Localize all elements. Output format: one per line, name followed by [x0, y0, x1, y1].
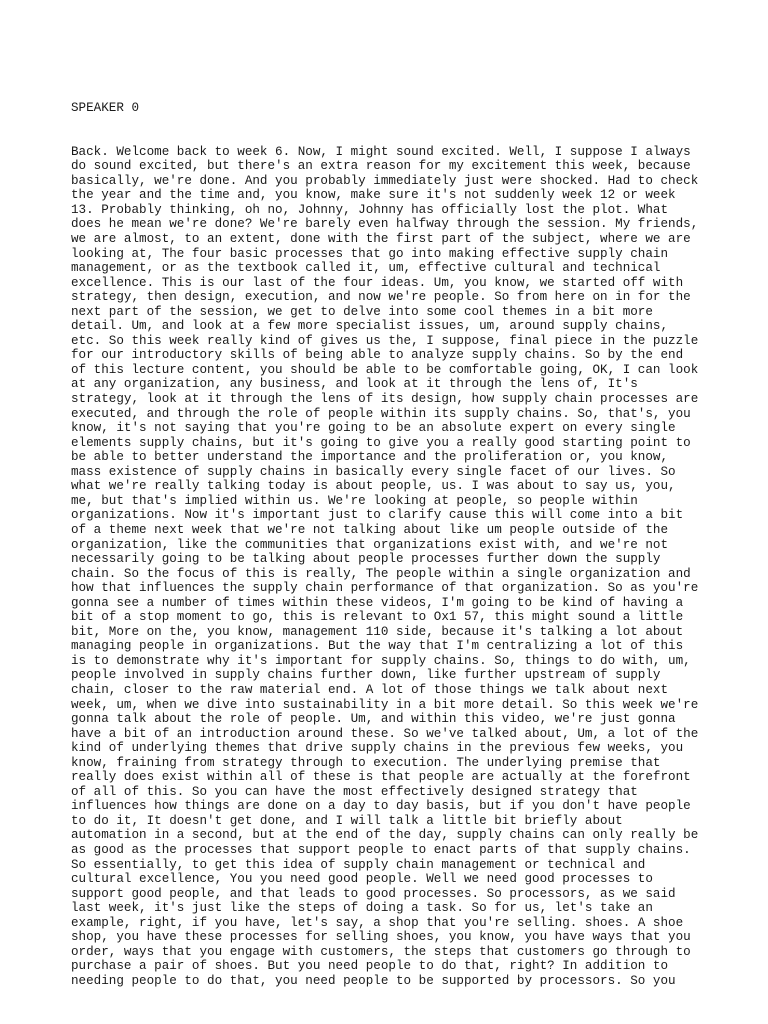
transcript-line: organization, like the communities that organizations exist with, and we're not: [71, 537, 669, 552]
transcript-line: at any organization, any business, and look at it through the lens of, It's: [71, 377, 638, 392]
transcript-line: necessarily going to be talking about people processes further down the supply: [71, 552, 661, 567]
transcript-line: last week, it's just like the steps of doing a task. So for us, let's take an: [71, 901, 653, 916]
transcript-line: 13. Probably thinking, oh no, Johnny, Johnny has officially lost the plot. What: [71, 202, 669, 217]
transcript-line: next part of the session, we get to delve into some cool themes in a bit more: [71, 304, 653, 319]
transcript-line: know, fraining from strategy through to execution. The underlying premise that: [71, 755, 661, 770]
transcript-line: basically, we're done. And you probably immediately just were shocked. Had to check: [71, 173, 699, 188]
transcript-line: gonna talk about the role of people. Um, and within this video, we're just gonna: [71, 712, 676, 727]
transcript-line: of all of this. So you can have the most effectively designed strategy that: [71, 784, 638, 799]
transcript-line: to do it, It doesn't get done, and I will talk a little bit briefly about: [71, 813, 623, 828]
transcript-line: people involved in supply chains further down, like further upstream of supply: [71, 668, 661, 683]
transcript-line: for our introductory skills of being able to analyze supply chains. So by the end: [71, 348, 684, 363]
transcript-line: influences how things are done on a day to day basis, but if you don't have people: [71, 799, 691, 814]
transcript-line: needing people to do that, you need people to be supported by processors. So you: [71, 973, 676, 988]
transcript-line: support good people, and that leads to good processes. So processors, as we said: [71, 886, 676, 901]
transcript-line: Back. Welcome back to week 6. Now, I might sound excited. Well, I suppose I always: [71, 144, 691, 159]
transcript-line: executed, and through the role of people within its supply chains. So, that's, you: [71, 406, 691, 421]
transcript-line: strategy, look at it through the lens of its design, how supply chain processes are: [71, 392, 699, 407]
transcript-line: know, it's not saying that you're going to be an absolute expert on every single: [71, 421, 676, 436]
transcript-line: be able to better understand the importance and the proliferation or, you know,: [71, 450, 669, 465]
transcript-line: as good as the processes that support people to enact parts of that supply chains.: [71, 842, 691, 857]
transcript-line: does he mean we're done? We're barely even halfway through the session. My friends,: [71, 217, 699, 232]
transcript-line: how that influences the supply chain performance of that organization. So as you're: [71, 581, 699, 596]
transcript-line: mass existence of supply chains in basically every single facet of our lives. So: [71, 464, 676, 479]
transcript-line: do sound excited, but there's an extra reason for my excitement this week, because: [71, 159, 691, 174]
transcript-line: managing people in organizations. But the way that I'm centralizing a lot of this: [71, 639, 684, 654]
transcript-line: detail. Um, and look at a few more specialist issues, um, around supply chains,: [71, 319, 669, 334]
transcript-line: we are almost, to an extent, done with the first part of the subject, where we are: [71, 232, 691, 247]
transcript-line: gonna see a number of times within these videos, I'm going to be kind of having a: [71, 595, 684, 610]
transcript-line: example, right, if you have, let's say, a shop that you're selling. shoes. A shoe: [71, 915, 684, 930]
speaker-label: SPEAKER 0: [71, 101, 140, 116]
transcript-line: really does exist within all of these is that people are actually at the forefront: [71, 770, 691, 785]
transcript-line: purchase a pair of shoes. But you need people to do that, right? In addition to: [71, 959, 669, 974]
transcript-line: of a theme next week that we're not talking about like um people outside of the: [71, 522, 669, 537]
transcript-line: excellence. This is our last of the four ideas. Um, you know, we started off with: [71, 275, 684, 290]
transcript-line: bit, More on the, you know, management 110 side, because it's talking a lot about: [71, 624, 684, 639]
transcript-line: kind of underlying themes that drive supply chains in the previous few weeks, you: [71, 741, 684, 756]
transcript-line: chain, closer to the raw material end. A lot of those things we talk about next: [71, 682, 669, 697]
transcript-line: automation in a second, but at the end of the day, supply chains can only really be: [71, 828, 699, 843]
transcript-line: is to demonstrate why it's important for supply chains. So, things to do with, um,: [71, 653, 691, 668]
transcript-line: shop, you have these processes for selling shoes, you know, you have ways that you: [71, 930, 691, 945]
transcript-line: of this lecture content, you should be able to be comfortable going, OK, I can look: [71, 362, 699, 377]
transcript-line: what we're really talking today is about people, us. I was about to say us, you,: [71, 479, 676, 494]
transcript-line: elements supply chains, but it's going to give you a really good starting point to: [71, 435, 691, 450]
transcript-line: etc. So this week really kind of gives us the, I suppose, final piece in the puzzle: [71, 333, 699, 348]
transcript-line: have a bit of an introduction around these. So we've talked about, Um, a lot of the: [71, 726, 699, 741]
transcript-line: strategy, then design, execution, and now we're people. So from here on in for the: [71, 290, 691, 305]
transcript-line: looking at, The four basic processes that go into making effective supply chain: [71, 246, 669, 261]
transcript-line: me, but that's implied within us. We're looking at people, so people within: [71, 493, 638, 508]
transcript-line: week, um, when we dive into sustainability in a bit more detail. So this week we're: [71, 697, 699, 712]
transcript-line: So essentially, to get this idea of supply chain management or technical and: [71, 857, 646, 872]
transcript-line: order, ways that you engage with customers, the steps that customers go through to: [71, 944, 691, 959]
transcript-line: cultural excellence, You you need good people. Well we need good processes to: [71, 872, 653, 887]
transcript-text: [71, 72, 711, 1018]
transcript-line: organizations. Now it's important just to clarify cause this will come into a bit: [71, 508, 684, 523]
transcript-line: bit of a stop moment to go, this is relevant to Ox1 57, this might sound a little: [71, 610, 684, 625]
transcript-line: chain. So the focus of this is really, The people within a single organization and: [71, 566, 691, 581]
transcript-line: management, or as the textbook called it, um, effective cultural and technical: [71, 261, 661, 276]
transcript-body: [71, 145, 711, 989]
transcript-line: the year and the time and, you know, make sure it's not suddenly week 12 or week: [71, 188, 676, 203]
